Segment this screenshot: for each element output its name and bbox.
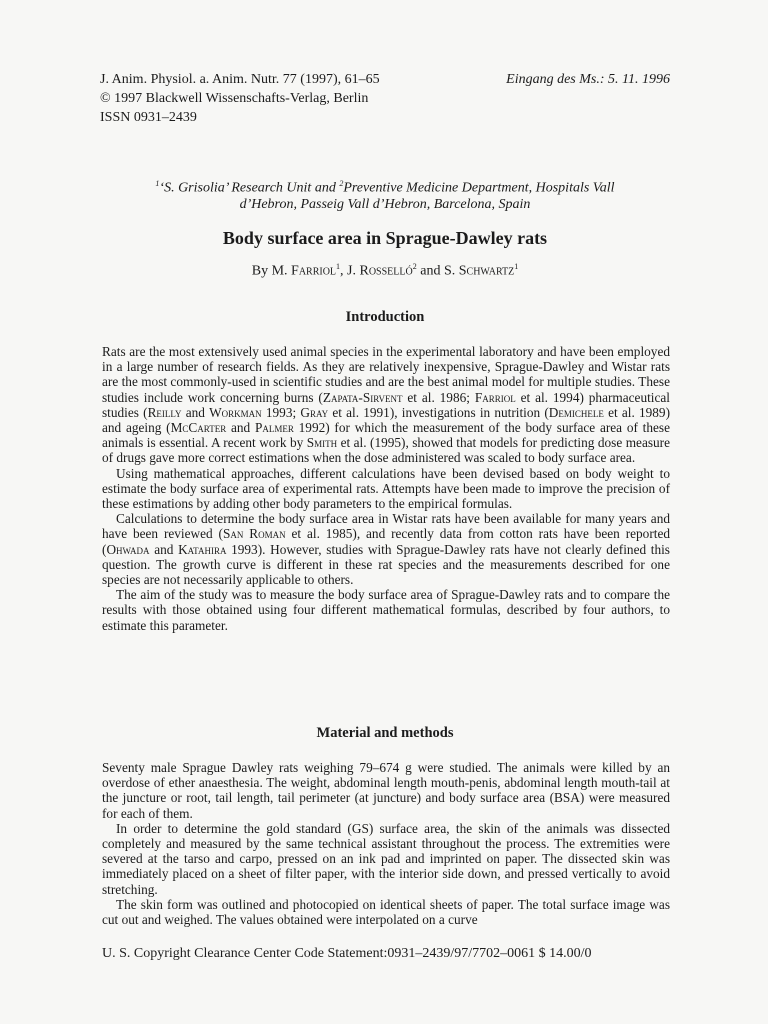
- journal-header: [100, 70, 670, 127]
- author-name: Farriol: [291, 263, 337, 279]
- affiliation-marker-1: 1: [155, 179, 160, 188]
- methods-paragraph-3: The skin form was outlined and photocopied on identical sheets of paper. The total surface image was cut out and weighed. The values obtained were interpolated on a curve: [102, 896, 670, 928]
- journal-citation: J. Anim. Physiol. a. Anim. Nutr. 77 (1997), 61–65: [100, 72, 380, 87]
- affiliation-unit-1: ‘S. Grisolia’ Research Unit and: [159, 180, 340, 196]
- affiliation: [100, 176, 670, 213]
- introduction-paragraph-2: Using mathematical approaches, different calculations have been devised based on body weight to estimate the body surface area of experimental rats. Attempts have been made to improve the precision of these estimations by adding other body parameters to the empirical formulas.: [102, 465, 670, 512]
- manuscript-received-date: Eingang des Ms.: 5. 11. 1996: [506, 72, 670, 87]
- section-heading-methods: Material and methods: [316, 725, 454, 741]
- section-heading-introduction: Introduction: [345, 309, 425, 325]
- methods-paragraph-2: In order to determine the gold standard (GS) surface area, the skin of the animals was dissected completely and measured by the same technical assistant throughout the process. The extremities were severed at the tarso and carpo, pressed on an ink pad and imprinted on paper. The dissected skin was immediately placed on a sheet of filter paper, with the interior side down, and pressed vertically to avoid stretching.: [102, 820, 670, 897]
- copyright-line: © 1997 Blackwell Wissenschafts-Verlag, Berlin: [100, 91, 369, 106]
- affiliation-line-1: [100, 176, 670, 197]
- affiliation-line-2: d’Hebron, Passeig Vall d’Hebron, Barcelona, Spain: [239, 196, 531, 212]
- affiliation-marker-2: 2: [339, 179, 344, 188]
- introduction-paragraph-3: Calculations to determine the body surface area in Wistar rats have been available for many years and have been reviewed (San Roman et al. 1985), and recently data from cotton rats have been reported (Ohwada and Katahira 1993). However, studies with Sprague-Dawley rats have not clearly defined this question. The growth curve is different in these rat species and the measurements described for one species are not necessarily applicable to others.: [102, 511, 670, 588]
- issn-line: ISSN 0931–2439: [100, 110, 197, 125]
- methods-paragraph-1: Seventy male Sprague Dawley rats weighing 79–674 g were studied. The animals were killed by an overdose of ether anaesthesia. The weight, abdominal length mouth-penis, abdominal length mouth-tail at the juncture or root, tail length, tail perimeter (at juncture) and body surface area (BSA) were measured for each of them.: [102, 760, 670, 821]
- author-line: By M. Farriol$^1$, J. Rosselló$^2$ and S. Schwartz$^1$: [251, 262, 519, 279]
- introduction-paragraph-4: The aim of the study was to measure the body surface area of Sprague-Dawley rats and to compare the results with those obtained using four different mathematical formulas, described by four authors, to estimate this parameter.: [102, 587, 670, 633]
- introduction-body: [102, 344, 670, 633]
- affiliation-unit-2: Preventive Medicine Department, Hospitals Vall: [343, 180, 615, 196]
- introduction-paragraph-1: Rats are the most extensively used animal species in the experimental laboratory and have been employed in a large number of research fields. As they are relatively inexpensive, Sprague-Dawley and Wistar rats are the most commonly-used in scientific studies and are the best animal model for multiple studies. These studies include work concerning burns (Zapata-Sirvent et al. 1986; Farriol et al. 1994) pharmaceutical studies (Reilly and Workman 1993; Gray et al. 1991), investigations in nutrition (Demichele et al. 1989) and ageing (McCarter and Palmer 1992) for which the measurement of the body surface area of these animals is essential. A recent work by Smith et al. (1995), showed that models for predicting dose measure of drugs gave more correct estimations when the dose administered was scaled to body surface area.: [102, 344, 671, 466]
- author-name: Rosselló: [359, 263, 413, 279]
- author-name: Schwartz: [458, 263, 515, 279]
- paper-title: Body surface area in Sprague-Dawley rats: [222, 228, 548, 248]
- copyright-clearance-footer: U. S. Copyright Clearance Center Code Statement:0931–2439/97/7702–0061 $ 14.00/0: [102, 946, 592, 961]
- methods-body: [102, 760, 670, 927]
